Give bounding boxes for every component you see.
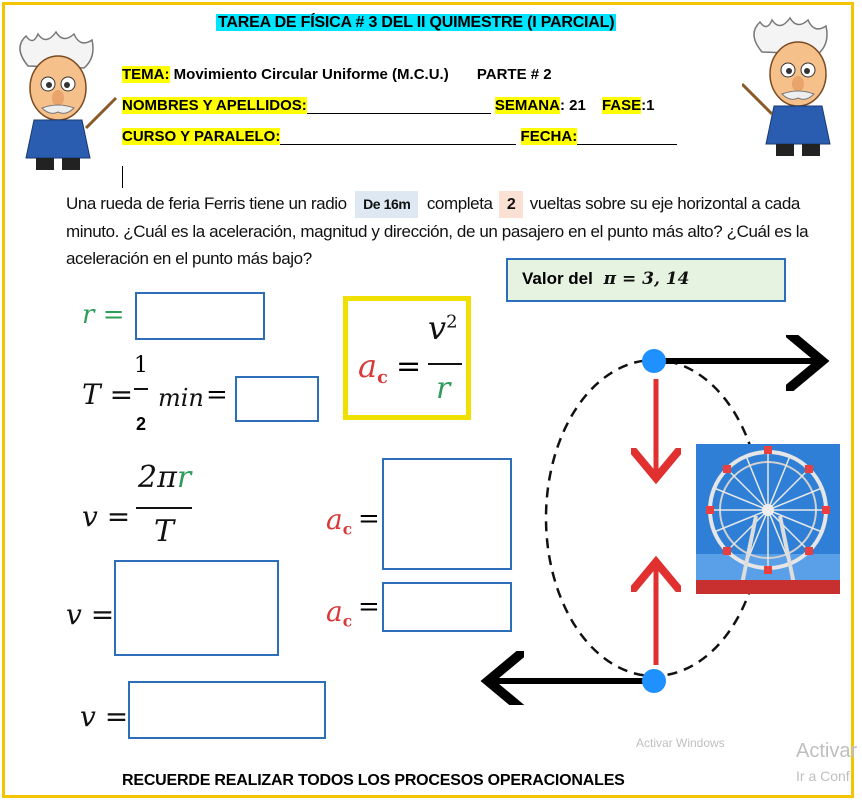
t-fraction-bar <box>134 388 148 390</box>
curso-row <box>122 128 677 145</box>
text-cursor <box>122 166 123 188</box>
pi-symbol: π = 3, 14 <box>603 269 690 289</box>
watermark-activar-windows: Activar Windows <box>636 736 725 750</box>
radius-chip: De 16m <box>355 191 418 218</box>
fase-value: :1 <box>641 97 655 114</box>
ac-eq1-equals: = <box>358 504 380 534</box>
v-denominator: T <box>154 514 175 549</box>
t-answer-box[interactable] <box>235 376 319 422</box>
curso-label: CURSO Y PARALELO: <box>122 128 281 145</box>
curso-blank[interactable] <box>280 130 516 145</box>
semana-label: SEMANA <box>494 97 560 114</box>
ac-eq1-symbol: $a_c$ <box>326 503 353 539</box>
ac-equals: = <box>396 349 422 384</box>
ac-fraction-bar <box>428 363 462 365</box>
t-label: T = <box>82 378 134 411</box>
v-answer-box-2[interactable] <box>128 681 326 739</box>
ac-symbol: $a_c$ <box>358 347 388 389</box>
semana-value: : 21 <box>559 97 586 114</box>
ac-eq2-symbol: $a_c$ <box>326 595 353 631</box>
v-answer-box-1[interactable] <box>114 560 279 656</box>
watermark-activar: Activar <box>796 740 858 762</box>
ac-numerator: $v^2$ <box>428 309 458 347</box>
nombres-blank[interactable] <box>307 99 491 114</box>
pi-value-box: Valor del π = 3, 14 <box>506 258 786 302</box>
v-eq1-label: v = <box>66 598 115 631</box>
bottom-point-marker <box>642 669 666 693</box>
parte-label: PARTE # 2 <box>476 66 552 83</box>
watermark-ir-a-conf: Ir a Conf <box>796 768 850 784</box>
v-fraction-bar <box>136 507 192 509</box>
t-numerator: 1 <box>134 353 148 378</box>
turns-chip: 2 <box>499 191 524 218</box>
page-title: TAREA DE FÍSICA # 3 DEL II QUIMESTRE (I PARCIAL) <box>218 14 615 31</box>
v-eq2-label: v = <box>80 700 129 733</box>
nombres-row <box>122 97 655 114</box>
ferris-wheel-photo-icon <box>696 444 840 594</box>
t-equals: = <box>206 380 228 410</box>
top-point-marker <box>642 349 666 373</box>
tema-value: Movimiento Circular Uniforme (M.C.U.) <box>173 66 449 83</box>
r-answer-box[interactable] <box>135 292 265 340</box>
ac-denominator: r <box>436 371 451 406</box>
v-numerator: 2πr <box>138 460 192 495</box>
einstein-cartoon-left-icon <box>8 28 120 180</box>
t-unit: min <box>158 384 204 412</box>
tema-row <box>122 66 552 83</box>
problem-statement: Una rueda de feria Ferris tiene un radio De 16m completa 2 vueltas sobre su eje horizontal a cada minuto. ¿Cuál es la aceleración, magnitud y dirección, de un pasajero en el punto más alto? ¿Cuál es la aceleración en el punto más bajo? <box>66 190 838 272</box>
fecha-label: FECHA: <box>520 128 578 145</box>
einstein-cartoon-right-icon <box>742 14 854 166</box>
fecha-blank[interactable] <box>577 130 677 145</box>
r-label: r = <box>82 300 125 330</box>
tema-label: TEMA: <box>122 66 170 83</box>
centripetal-formula-box <box>343 296 471 420</box>
v-formula-label: v = <box>82 500 131 533</box>
ac-eq2-equals: = <box>358 592 380 622</box>
footer-note: RECUERDE REALIZAR TODOS LOS PROCESOS OPERACIONALES <box>122 772 625 789</box>
t-denominator: 2 <box>136 414 147 434</box>
fase-label: FASE <box>601 97 642 114</box>
nombres-label: NOMBRES Y APELLIDOS: <box>122 97 307 114</box>
